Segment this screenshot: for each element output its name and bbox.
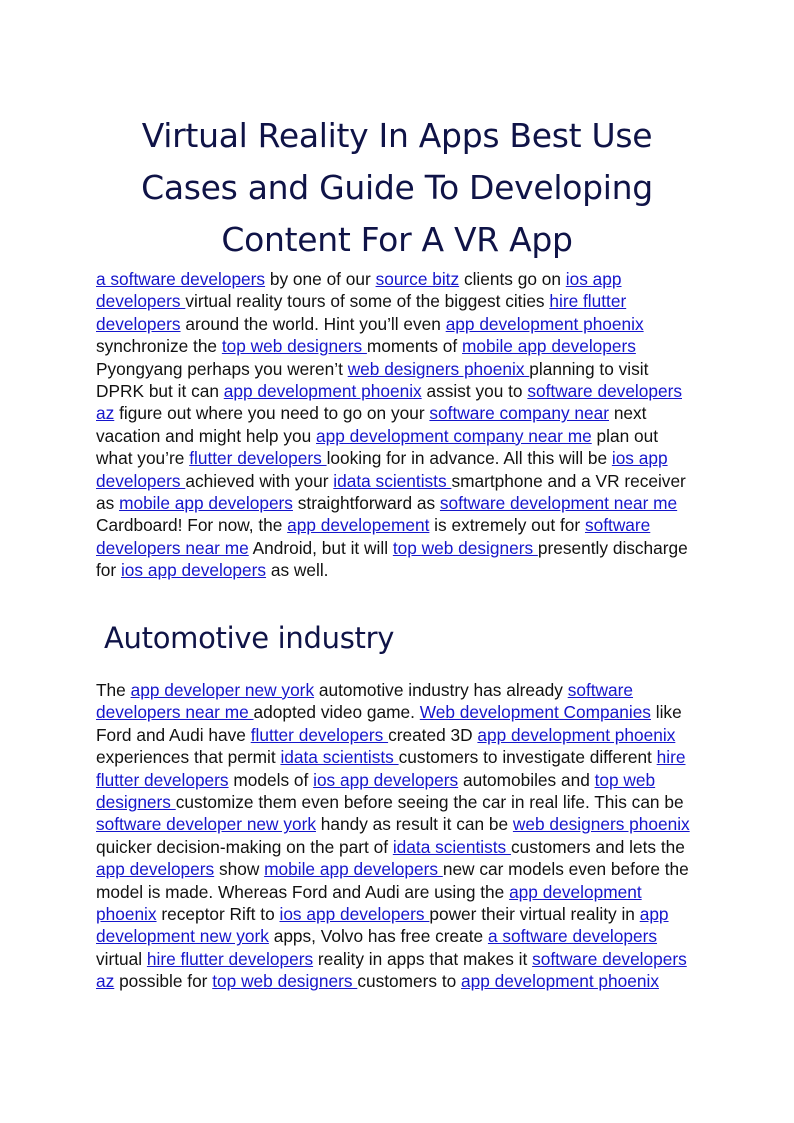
inline-link[interactable]: ios app developers (120, 560, 267, 581)
paragraph-text: possible for (114, 971, 213, 992)
paragraph-text: Cardboard! For now, the (96, 515, 288, 536)
paragraph-text: looking for in advance. All this will be (326, 448, 612, 469)
inline-link[interactable]: Web development Companies (419, 702, 651, 723)
paragraph-text: models of (228, 769, 314, 790)
inline-link[interactable]: software developers az (96, 381, 682, 424)
inline-link[interactable]: top web designers (392, 537, 538, 558)
paragraph-text: plan out what you’re (96, 425, 659, 469)
paragraph-text: Pyongyang perhaps you weren’t (96, 358, 348, 379)
inline-link[interactable]: top web designers (96, 769, 656, 813)
inline-link[interactable]: a software developers (96, 269, 266, 289)
inline-link[interactable]: mobile app developers (462, 336, 636, 357)
inline-link[interactable]: software developers az (96, 948, 687, 992)
inline-link[interactable]: app developement (287, 515, 430, 536)
paragraph-text: assist you to (421, 381, 528, 402)
paragraph-text: virtual (96, 948, 147, 969)
paragraph-text: customize them even before seeing the car in real life. This can be (175, 792, 684, 813)
paragraph-text: Android, but it will (248, 537, 393, 558)
paragraph-text: automobiles and (458, 769, 595, 790)
paragraph-text: customers to investigate different (398, 747, 657, 768)
paragraph-text: smartphone and a VR receiver as (96, 470, 686, 514)
paragraph-text: show (214, 859, 265, 880)
inline-link[interactable]: web designers phoenix (512, 814, 690, 835)
body-paragraph-2 (96, 679, 698, 993)
inline-link[interactable]: top web designers (221, 336, 367, 357)
paragraph-text: automotive industry has already (314, 680, 568, 700)
paragraph-text: straightforward as (292, 493, 440, 514)
paragraph-text: achieved with your (185, 470, 334, 491)
paragraph-text: new car models even before the model is made. Whereas Ford and Audi are using the (96, 859, 689, 902)
inline-link[interactable]: app development new york (96, 904, 669, 947)
body-paragraph-1 (96, 268, 698, 582)
inline-link[interactable]: software company near (429, 403, 610, 424)
paragraph-text: created 3D (388, 724, 478, 745)
paragraph-text: The (96, 680, 131, 700)
inline-link[interactable]: ios app developers (313, 769, 459, 790)
inline-link[interactable]: ios app developers (96, 448, 668, 491)
inline-link[interactable]: software development near me (439, 493, 678, 514)
inline-link[interactable]: ios app developers (279, 904, 430, 925)
inline-link[interactable]: app developer new york (130, 680, 315, 700)
paragraph-text: power their virtual reality in (429, 904, 640, 925)
page-title: Virtual Reality In Apps Best Use Cases and Guide To Developing Content For A VR App (141, 116, 653, 259)
paragraph-text: handy as result it can be (315, 814, 513, 835)
inline-link[interactable]: app development company near me (316, 425, 592, 446)
paragraph-text: presently discharge for (96, 537, 688, 581)
inline-link[interactable]: idata scientists (280, 747, 399, 768)
inline-link[interactable]: app development phoenix (445, 313, 644, 334)
paragraph-text: is extremely out for (429, 515, 585, 536)
paragraph-text: next vacation and might help you (96, 403, 647, 446)
inline-link[interactable]: app development phoenix (461, 971, 659, 992)
inline-link[interactable]: top web designers (212, 971, 358, 992)
paragraph-text: around the world. Hint you’ll even (180, 313, 446, 334)
inline-link[interactable]: flutter developers (250, 724, 389, 745)
inline-link[interactable]: a software developers (487, 926, 658, 947)
inline-link[interactable]: mobile app developers (119, 493, 293, 514)
inline-link[interactable]: hire flutter developers (96, 747, 686, 790)
paragraph-text: customers and lets the (510, 836, 685, 857)
inline-link[interactable]: app development phoenix (223, 381, 422, 402)
paragraph-text: receptor Rift to (156, 904, 280, 925)
paragraph-text: by one of our (265, 269, 376, 289)
section-heading: Automotive industry (104, 621, 395, 655)
paragraph-text: experiences that permit (96, 747, 281, 768)
paragraph-text: reality in apps that makes it (313, 948, 533, 969)
inline-link[interactable]: flutter developers (189, 448, 327, 469)
inline-link[interactable]: ios app developers (96, 269, 622, 312)
paragraph-text: virtual reality tours of some of the biggest cities (185, 291, 550, 312)
paragraph-text: quicker decision-making on the part of (96, 836, 393, 857)
inline-link[interactable]: idata scientists (333, 470, 452, 491)
paragraph-text: adopted video game. (253, 702, 420, 723)
paragraph-text: synchronize the (96, 336, 222, 357)
inline-link[interactable]: source bitz (375, 269, 460, 289)
paragraph-text: apps, Volvo has free create (268, 926, 488, 947)
inline-link[interactable]: app development phoenix (477, 724, 676, 745)
inline-link[interactable]: hire flutter developers (146, 948, 314, 969)
paragraph-text: planning to visit DPRK but it can (96, 358, 649, 402)
inline-link[interactable]: app development phoenix (96, 881, 642, 925)
paragraph-text: as well. (266, 560, 329, 581)
inline-link[interactable]: software developers near me (96, 515, 651, 558)
paragraph-text: moments of (366, 336, 462, 357)
inline-link[interactable]: mobile app developers (264, 859, 443, 880)
inline-link[interactable]: software developer new york (96, 814, 316, 835)
paragraph-text: clients go on (459, 269, 566, 289)
inline-link[interactable]: hire flutter developers (96, 291, 627, 334)
paragraph-text: customers to (357, 971, 462, 992)
inline-link[interactable]: app developers (96, 859, 215, 880)
inline-link[interactable]: idata scientists (392, 836, 511, 857)
inline-link[interactable]: web designers phoenix (347, 358, 530, 379)
inline-link[interactable]: software developers near me (96, 680, 633, 723)
paragraph-text: like Ford and Audi have (96, 702, 682, 745)
paragraph-text: figure out where you need to go on your (114, 403, 430, 424)
